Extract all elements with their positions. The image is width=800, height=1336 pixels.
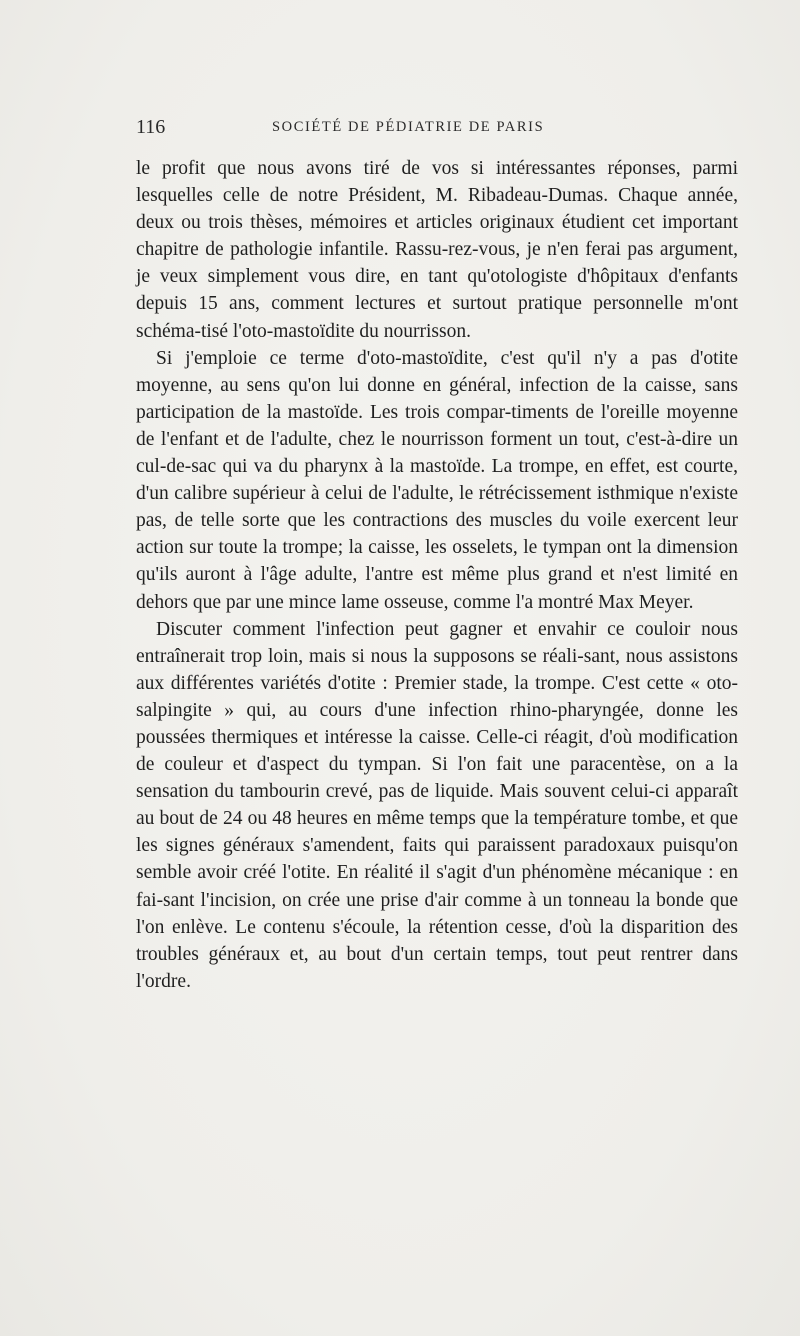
page-number: 116 xyxy=(136,116,166,138)
paragraph-2: Si j'emploie ce terme d'oto-mastoïdite, c'est qu'il n'y a pas d'otite moyenne, au sens qu'on lui donne en général, infection de la caisse, sans participation de la mastoïde. Les trois compar-timents de l'oreille moyenne de l'enfant et de l'adulte, chez le nourrisson forment un tout, c'est-à-dire un cul-de-sac qui va du pharynx à la mastoïde. La trompe, en effet, est courte, d'un calibre supérieur à celui de l'adulte, le rétrécissement isthmique n'existe pas, de telle sorte que les contractions des muscles du voile exercent leur action sur toute la trompe; la caisse, les osselets, le tympan ont la dimension qu'ils auront à l'âge adulte, l'antre est même plus grand et n'est limité en dehors que par une mince lame osseuse, comme l'a montré Max Meyer. xyxy=(136,347,738,613)
paragraph-1: le profit que nous avons tiré de vos si intéressantes réponses, parmi lesquelles celle de notre Président, M. Ribadeau-Dumas. Chaque année, deux ou trois thèses, mémoires et articles originaux étudient cet important chapitre de pathologie infantile. Rassu-rez-vous, je n'en ferai pas argument, je veux simplement vous dire, en tant qu'otologiste d'hôpitaux d'enfants depuis 15 ans, comment lectures et surtout pratique personnelle m'ont schéma-tisé l'oto-mastoïdite du nourrisson. xyxy=(136,158,738,342)
body-text xyxy=(136,155,738,995)
running-title: SOCIÉTÉ DE PÉDIATRIE DE PARIS xyxy=(272,119,545,135)
page-header xyxy=(136,116,738,144)
paragraph-3: Discuter comment l'infection peut gagner et envahir ce couloir nous entraînerait trop loin, mais si nous la supposons se réali-sant, nous assistons aux différentes variétés d'otite : Premier stade, la trompe. C'est cette « oto-salpingite » qui, au cours d'une infection rhino-pharyngée, donne les poussées thermiques et intéresse la caisse. Celle-ci réagit, d'où modification de couleur et d'aspect du tympan. Si l'on fait une paracentèse, on a la sensation du tambourin crevé, pas de liquide. Mais souvent celui-ci apparaît au bout de 24 ou 48 heures en même temps que la température tombe, et que les signes généraux s'amendent, faits qui paraissent paradoxaux puisqu'on semble avoir créé l'otite. En réalité il s'agit d'un phénomène mécanique : en fai-sant l'incision, on crée une prise d'air comme à un tonneau la bonde que l'on enlève. Le contenu s'écoule, la rétention cesse, d'où la disparition des troubles généraux et, au bout d'un certain temps, tout peut rentrer dans l'ordre. xyxy=(136,618,738,992)
